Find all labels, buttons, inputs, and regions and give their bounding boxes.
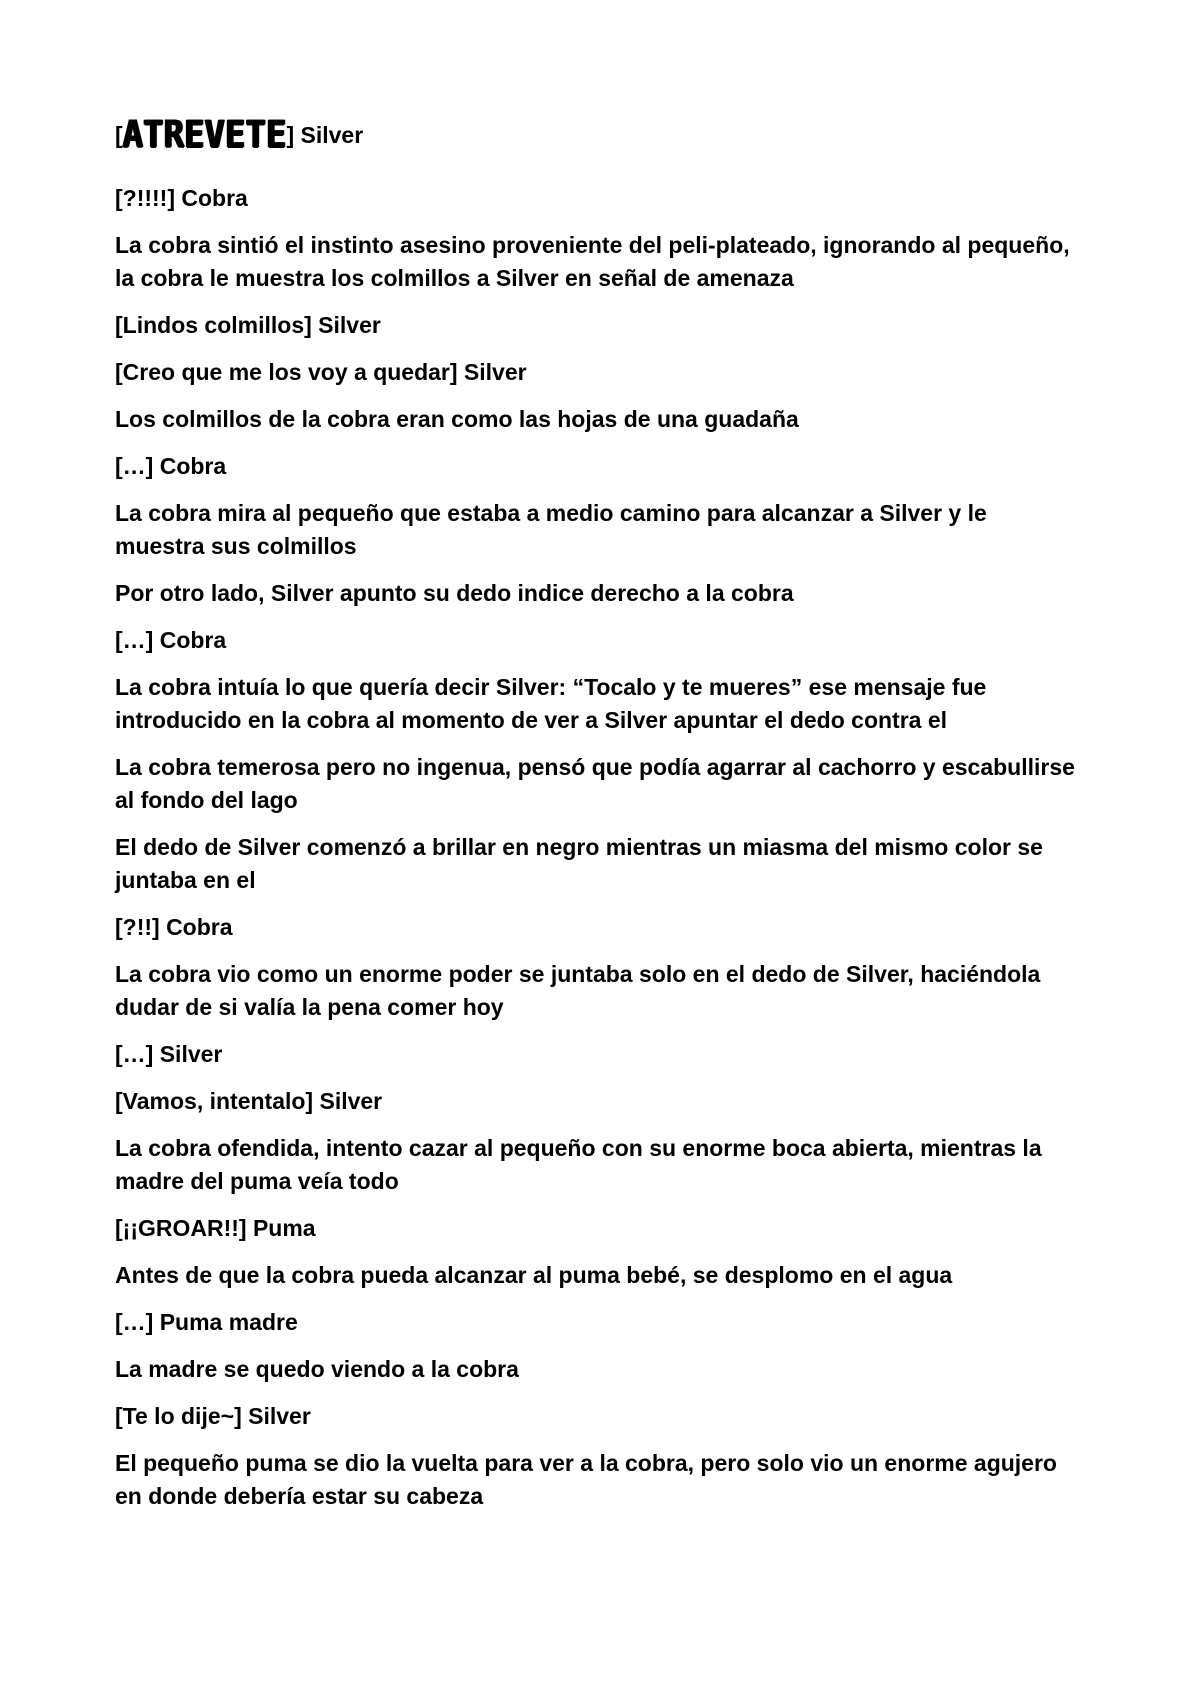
paragraph: Antes de que la cobra pueda alcanzar al puma bebé, se desplomo en el agua (115, 1262, 953, 1288)
speaker-name: Silver (300, 122, 364, 148)
paragraph: El pequeño puma se dio la vuelta para ver a la cobra, pero solo vio un enorme agujero en donde debería estar su cabeza (115, 1450, 1057, 1509)
paragraph: La cobra ofendida, intento cazar al pequeño con su enorme boca abierta, mientras la madre del puma veía todo (115, 1135, 1042, 1194)
paragraph: La cobra temerosa pero no ingenua, pensó que podía agarrar al cachorro y escabullirse al fondo del lago (115, 754, 1075, 813)
paragraph: Los colmillos de la cobra eran como las hojas de una guadaña (115, 406, 799, 432)
close-bracket: ] (286, 122, 295, 148)
paragraph: La cobra intuía lo que quería decir Silver: “Tocalo y te mueres” ese mensaje fue introducido en la cobra al momento de ver a Silver apuntar el dedo contra el (115, 674, 987, 733)
paragraph: [?!!!!] Cobra (115, 185, 248, 211)
paragraph: [Vamos, intentalo] Silver (115, 1088, 383, 1114)
paragraph: La cobra sintió el instinto asesino proveniente del peli-plateado, ignorando al pequeño, la cobra le muestra los colmillos a Silver en señal de amenaza (115, 232, 1070, 291)
paragraph: [Creo que me los voy a quedar] Silver (115, 359, 527, 385)
shout-word: ATREVETE (122, 113, 287, 157)
paragraph: […] Silver (115, 1041, 223, 1067)
paragraph: [Te lo dije~] Silver (115, 1403, 311, 1429)
paragraph: Por otro lado, Silver apunto su dedo indice derecho a la cobra (115, 580, 794, 606)
dialogue-line-silver-shout (115, 113, 1075, 157)
paragraph: […] Cobra (115, 453, 227, 479)
paragraph: La madre se quedo viendo a la cobra (115, 1356, 519, 1382)
open-bracket: [ (115, 122, 123, 148)
paragraph: [Lindos colmillos] Silver (115, 312, 381, 338)
paragraph: La cobra mira al pequeño que estaba a medio camino para alcanzar a Silver y le muestra sus colmillos (115, 500, 987, 559)
paragraph-list (115, 182, 1075, 1513)
paragraph: […] Cobra (115, 627, 227, 653)
paragraph: [¡¡GROAR!!] Puma (115, 1215, 316, 1241)
paragraph: [?!!] Cobra (115, 914, 233, 940)
paragraph: […] Puma madre (115, 1309, 298, 1335)
document-page (115, 113, 1075, 1527)
paragraph: La cobra vio como un enorme poder se juntaba solo en el dedo de Silver, haciéndola dudar de si valía la pena comer hoy (115, 961, 1041, 1020)
paragraph: El dedo de Silver comenzó a brillar en negro mientras un miasma del mismo color se juntaba en el (115, 834, 1043, 893)
